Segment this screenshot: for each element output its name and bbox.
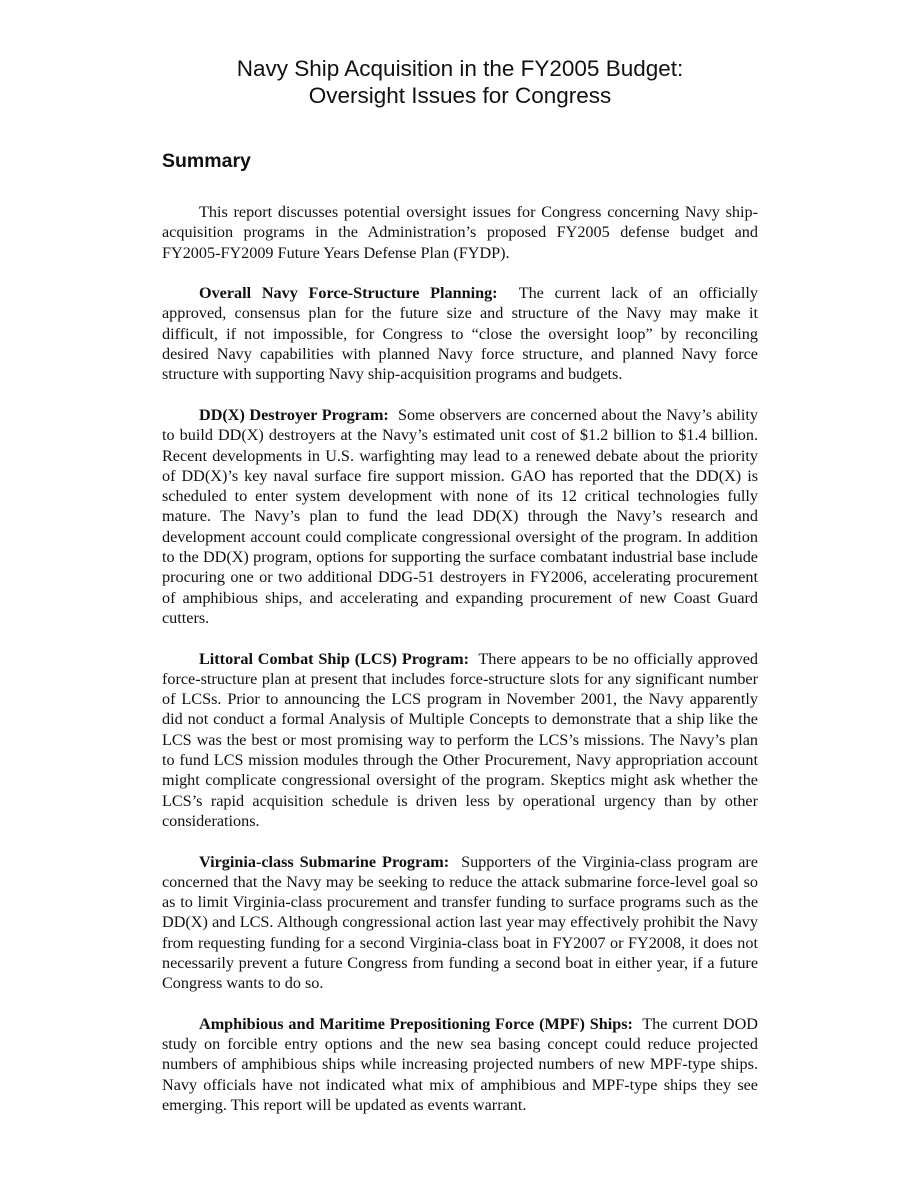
document-title	[162, 55, 758, 109]
paragraph-lead: Amphibious and Maritime Prepositioning Force (MPF) Ships:	[199, 1014, 633, 1033]
title-line-1: Navy Ship Acquisition in the FY2005 Budget:	[236, 56, 684, 81]
paragraph-virginia	[162, 852, 758, 994]
paragraph-lead: DD(X) Destroyer Program:	[199, 405, 389, 424]
paragraph-lead: Virginia-class Submarine Program:	[199, 852, 450, 871]
paragraph-ddx	[162, 405, 758, 628]
paragraph-force-structure	[162, 283, 758, 384]
paragraph-text: Supporters of the Virginia-class program are concerned that the Navy may be seeking to reduce the attack submarine force-level goal so as to limit Virginia-class procurement and transfer funding to surface programs such as the DD(X) and LCS. Although congressional action last year may effectively prohibit the Navy from requesting funding for a second Virginia-class boat in FY2007 or FY2008, it does not necessarily prevent a future Congress from funding a second boat in either year, if a future Congress wants to do so.	[162, 852, 758, 993]
title-line-2: Oversight Issues for Congress	[308, 83, 612, 108]
section-heading: Summary	[162, 150, 251, 172]
paragraph-text: The current lack of an officially approved, consensus plan for the future size and structure of the Navy may make it difficult, if not impossible, for Congress to “close the oversight loop” by reconciling desired Navy capabilities with planned Navy force structure, and planned Navy force structure with supporting Navy ship-acquisition programs and budgets.	[162, 284, 758, 384]
document-page	[162, 55, 758, 1115]
paragraph-text: There appears to be no officially approved force-structure plan at present that includes force-structure slots for any significant number of LCSs. Prior to announcing the LCS program in November 2001, the Navy apparently did not conduct a formal Analysis of Multiple Concepts to demonstrate that a ship like the LCS was the best or most promising way to perform the LCS’s missions. The Navy’s plan to fund LCS mission modules through the Other Procurement, Navy appropriation account might complicate congressional oversight of the program. Skeptics might ask whether the LCS’s rapid acquisition schedule is driven less by operational urgency than by other considerations.	[162, 649, 758, 830]
paragraph-lcs	[162, 649, 758, 832]
paragraph-text: Some observers are concerned about the Navy’s ability to build DD(X) destroyers at the Navy’s estimated unit cost of $1.2 billion to $1.4 billion. Recent developments in U.S. warfighting may lead to a renewed debate about the priority of DD(X)’s key naval surface fire support mission. GAO has reported that the DD(X) is scheduled to enter system development with none of its 12 critical technologies fully mature. The Navy’s plan to fund the lead DD(X) through the Navy’s research and development account could complicate congressional oversight of the program. In addition to the DD(X) program, options for supporting the surface combatant industrial base include procuring one or two additional DDG-51 destroyers in FY2006, accelerating procurement of amphibious ships, and accelerating and expanding procurement of new Coast Guard cutters.	[162, 405, 758, 627]
paragraph-text: The current DOD study on forcible entry options and the new sea basing concept could reduce projected numbers of amphibious ships while increasing projected numbers of new MPF-type ships. Navy officials have not indicated what mix of amphibious and MPF-type ships they see emerging. This report will be updated as events warrant.	[162, 1014, 758, 1115]
paragraph-amphibious	[162, 1014, 758, 1115]
paragraph-lead: Littoral Combat Ship (LCS) Program:	[199, 649, 469, 668]
paragraph-lead: Overall Navy Force-Structure Planning:	[199, 284, 498, 303]
intro-paragraph: This report discusses potential oversight issues for Congress concerning Navy ship-acquisition programs in the Administration’s proposed FY2005 defense budget and FY2005-FY2009 Future Years Defense Plan (FYDP).	[162, 203, 758, 262]
